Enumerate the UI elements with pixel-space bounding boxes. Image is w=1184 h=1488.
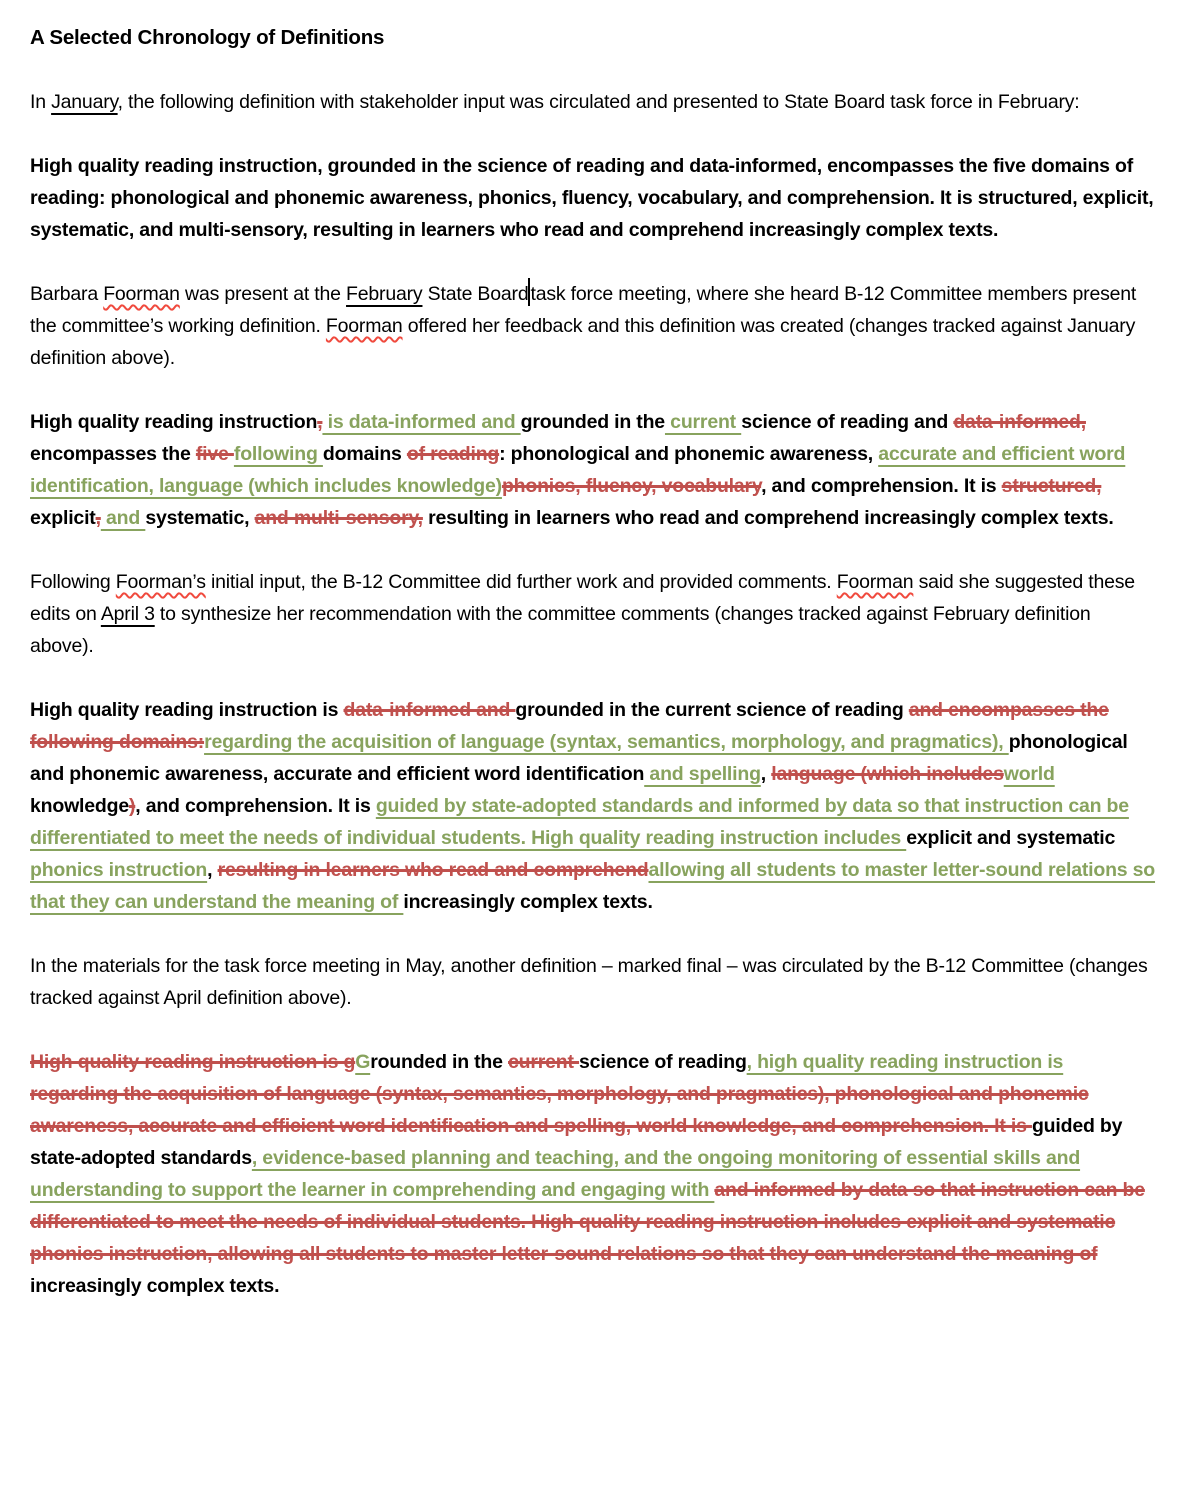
- bold-text-run: ,: [207, 859, 218, 881]
- bold-text-run: encompasses the: [30, 443, 196, 465]
- bold-text-run: explicit: [30, 507, 96, 529]
- deleted-text: data-informed and: [343, 699, 516, 721]
- deleted-text: data-informed,: [953, 411, 1086, 433]
- inserted-text: phonics instruction: [30, 859, 208, 881]
- misspelled-word: Foorman’s: [115, 571, 206, 593]
- bold-text-run: systematic,: [145, 507, 255, 529]
- deleted-text: structured,: [1001, 475, 1102, 497]
- text-run: Following: [30, 571, 116, 593]
- inserted-text: world: [1003, 763, 1055, 785]
- text-run: , the following definition with stakeholder input was circulated and presented to State Board task force in February:: [117, 91, 1080, 113]
- inserted-text: guided by state-adopted standards and informed by data so that instruction can be differentiated to meet the needs of individual students. High quality reading instruction includes: [30, 795, 1129, 849]
- body-paragraph: [30, 950, 1156, 1014]
- deleted-text: language (which includes: [771, 763, 1004, 785]
- deleted-text: five: [195, 443, 234, 465]
- deleted-text: and multi-sensory,: [254, 507, 423, 529]
- bold-text-run: increasingly complex texts.: [30, 1275, 280, 1297]
- bold-text-run: increasingly complex texts.: [403, 891, 653, 913]
- definition-paragraph: [30, 406, 1156, 534]
- underlined-text: April 3: [100, 603, 155, 625]
- body-paragraph: [30, 566, 1156, 662]
- bold-text-run: domains: [322, 443, 407, 465]
- text-run: In: [30, 91, 52, 113]
- deleted-text: ,: [95, 507, 101, 529]
- inserted-text: current: [664, 411, 742, 433]
- deleted-text: regarding the acquisition of language (syntax, semantics, morphology, and pragmatics), phonological and phonemic awareness, accurate and efficient word identification and spelling, world knowledge, and comprehension. It is: [30, 1083, 1089, 1137]
- definition-paragraph: [30, 1046, 1156, 1302]
- text-run: task force meeting, where she heard B-12 Committee members present the committee’s working definition.: [30, 283, 1137, 337]
- text-run: offered her feedback and this definition was created (changes tracked against January definition above).: [30, 315, 1136, 369]
- bold-text-run: guided by state-adopted standards: [30, 1115, 1123, 1169]
- text-run: was present at the: [179, 283, 347, 305]
- text-run: initial input, the B-12 Committee did further work and provided comments.: [205, 571, 837, 593]
- misspelled-word: Foorman: [325, 315, 403, 337]
- underlined-text: January: [51, 91, 118, 113]
- bold-text-run: High quality reading instruction, grounded in the science of reading and data-informed, encompasses the five domains of reading: phonological and phonemic awareness, phonics, fluency, vocabulary, and comprehension. It is structured, explicit, systematic, and multi-sensory, resulting in learners who read and comprehend increasingly complex texts.: [30, 155, 1154, 241]
- underlined-text: February: [346, 283, 423, 305]
- bold-text-run: : phonological and phonemic awareness,: [499, 443, 879, 465]
- bold-text-run: phonological and phonemic awareness, accurate and efficient word identification: [30, 731, 1128, 785]
- deleted-text: and encompasses the following domains:: [30, 699, 1109, 753]
- text-run: to synthesize her recommendation with the committee comments (changes tracked against February definition above).: [30, 603, 1091, 657]
- bold-text-run: science of reading: [579, 1051, 747, 1073]
- bold-text-run: rounded in the: [370, 1051, 509, 1073]
- text-run: said she suggested these edits on: [30, 571, 1135, 625]
- inserted-text: following: [233, 443, 323, 465]
- deleted-text: phonics, fluency, vocabulary: [501, 475, 762, 497]
- deleted-text: ): [128, 795, 136, 817]
- bold-text-run: High quality reading instruction is: [30, 699, 344, 721]
- deleted-text: resulting in learners who read and comprehend: [217, 859, 649, 881]
- text-run: State Board: [422, 283, 529, 305]
- deleted-text: High quality reading instruction is g: [30, 1051, 356, 1073]
- misspelled-word: Foorman: [103, 283, 180, 305]
- deleted-text: of reading: [406, 443, 500, 465]
- bold-text-run: knowledge: [30, 795, 129, 817]
- bold-text-run: , and comprehension. It is: [135, 795, 376, 817]
- body-paragraph: [30, 278, 1156, 374]
- deleted-text: ,: [317, 411, 323, 433]
- definition-paragraph: [30, 150, 1156, 246]
- inserted-text: , evidence-based planning and teaching, and the ongoing monitoring of essential skills and understanding to support the learner in comprehending and engaging with: [30, 1147, 1081, 1201]
- bold-text-run: High quality reading instruction: [30, 411, 318, 433]
- bold-text-run: A Selected Chronology of Definitions: [30, 26, 385, 49]
- inserted-text: accurate and efficient word identification, language (which includes knowledge): [30, 443, 1126, 497]
- inserted-text: and spelling: [644, 763, 761, 785]
- text-run: In the materials for the task force meeting in May, another definition – marked final – was circulated by the B-12 Committee (changes tracked against April definition above).: [30, 955, 1148, 1009]
- text-run: Barbara: [30, 283, 104, 305]
- deleted-text: and informed by data so that instruction can be differentiated to meet the needs of individual students. High quality reading instruction includes explicit and systematic phonics instruction, allowing all students to master letter-sound relations so that they can understand the meaning of: [30, 1179, 1145, 1265]
- inserted-text: G: [355, 1051, 371, 1073]
- bold-text-run: grounded in the current science of reading: [515, 699, 909, 721]
- misspelled-word: Foorman: [836, 571, 914, 593]
- inserted-text: , high quality reading instruction is: [746, 1051, 1064, 1073]
- inserted-text: is data-informed and: [322, 411, 521, 433]
- bold-text-run: , and comprehension. It is: [761, 475, 1002, 497]
- body-paragraph: [30, 86, 1156, 118]
- bold-text-run: resulting in learners who read and comprehend increasingly complex texts.: [422, 507, 1114, 529]
- bold-text-run: grounded in the: [520, 411, 665, 433]
- document-title: [30, 22, 1156, 54]
- inserted-text: allowing all students to master letter-sound relations so that they can understand the meaning of: [30, 859, 1156, 913]
- definition-paragraph: [30, 694, 1156, 918]
- inserted-text: and: [100, 507, 146, 529]
- bold-text-run: science of reading and: [741, 411, 954, 433]
- deleted-text: current: [508, 1051, 580, 1073]
- inserted-text: regarding the acquisition of language (syntax, semantics, morphology, and pragmatics),: [204, 731, 1009, 753]
- bold-text-run: explicit and systematic: [906, 827, 1116, 849]
- bold-text-run: ,: [760, 763, 772, 785]
